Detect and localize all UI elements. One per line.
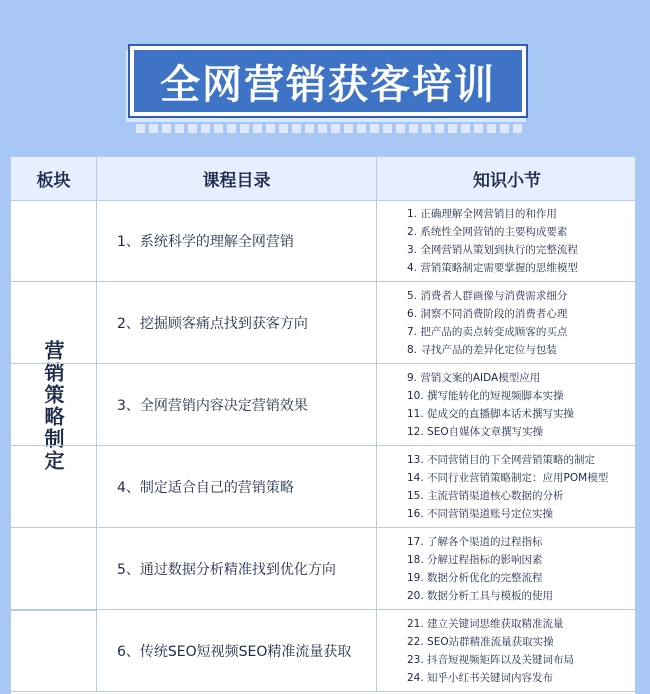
header-banner xyxy=(118,40,538,148)
knowledge-points: 5. 消费者人群画像与消费需求细分 6. 洞察不同消费阶段的消费者心理 7. 把产品的卖点转变成顾客的买点 8. 寻找产品的差异化定位与包装 xyxy=(407,289,568,356)
page-title: 全网营销获客培训 xyxy=(160,61,496,108)
table-row xyxy=(11,282,635,364)
knowledge-points: 13. 不同营销目的下全网营销策略的制定 14. 不同行业营销策略制定：应用POM模型 15. 主流营销渠道核心数据的分析 16. 不同营销渠道账号定位实操 xyxy=(407,453,609,520)
banner-dots xyxy=(136,124,522,133)
table-row xyxy=(11,201,635,282)
table-row xyxy=(11,528,635,610)
course-table xyxy=(10,156,636,694)
knowledge-points: 17. 了解各个渠道的过程指标 18. 分解过程指标的影响因素 19. 数据分析优化的完整流程 20. 数据分析工具与模板的使用 xyxy=(407,535,554,602)
header-course: 课程目录 xyxy=(97,157,377,200)
course-title: 1、系统科学的理解全网营销 xyxy=(97,201,377,281)
course-title: 5、通过数据分析精准找到优化方向 xyxy=(97,528,377,609)
module-cell-empty xyxy=(11,610,97,691)
course-title: 3、全网营销内容决定营销效果 xyxy=(97,364,377,445)
header-points: 知识小节 xyxy=(473,171,541,191)
knowledge-points: 1. 正确理解全网营销目的和作用 2. 系统性全网营销的主要构成要素 3. 全网营销从策划到执行的完整流程 4. 营销策略制定需要掌握的思维模型 xyxy=(407,208,578,274)
banner-box xyxy=(130,46,526,116)
table-row xyxy=(11,446,635,528)
knowledge-points: 9. 营销文案的AIDA模型应用 10. 撰写能转化的短视频脚本实操 11. 促成交的直播脚本话术撰写实操 12. SEO自媒体文章撰写实操 xyxy=(407,371,575,438)
table-row xyxy=(11,610,635,692)
course-title: 4、制定适合自己的营销策略 xyxy=(97,446,377,527)
table-header xyxy=(11,157,635,201)
course-title: 2、挖掘顾客痛点找到获客方向 xyxy=(97,282,377,363)
header-module: 板块 xyxy=(11,157,97,200)
module-name: 营销策略制定 xyxy=(41,339,65,472)
knowledge-points: 21. 建立关键词思维获取精准流量 22. SEO站群精准流量获取实操 23. 抖音短视频矩阵以及关键词布局 24. 知乎小红书关键词内容发布 xyxy=(407,617,575,684)
course-title: 6、传统SEO短视频SEO精准流量获取 xyxy=(97,610,377,691)
table-row xyxy=(11,364,635,446)
